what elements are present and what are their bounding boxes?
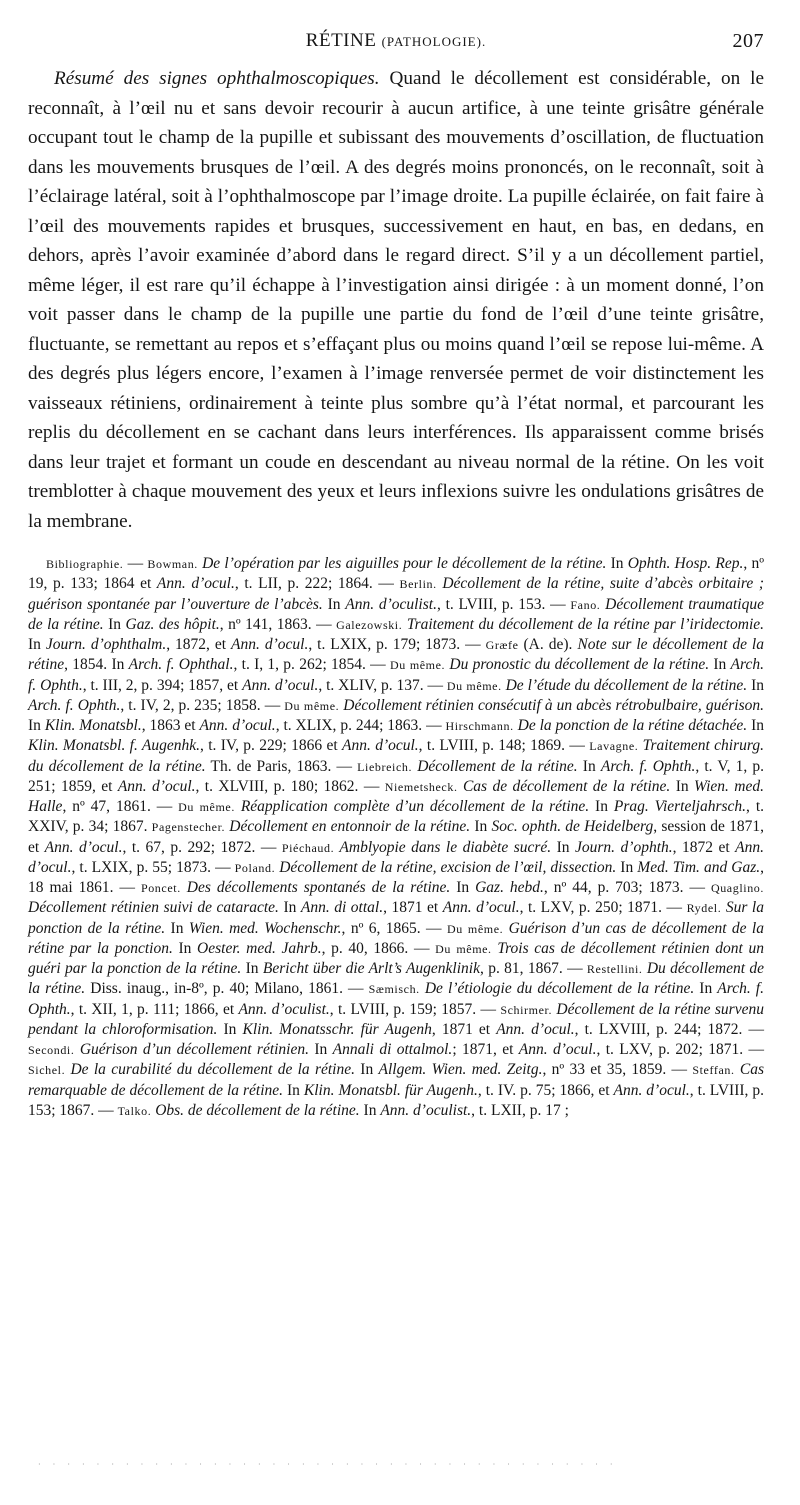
citation-text: , t. III, 2, p. 394; 1857, et: [82, 676, 243, 694]
citation-text: ; 1871, et: [452, 1041, 519, 1058]
citation-text: , t. LVIII, p. 148; 1869. —: [418, 737, 590, 755]
citation-text: , 1871 et: [431, 1020, 497, 1038]
work-title: Journ. d’ophth.: [575, 838, 673, 856]
work-title: Ann. d’ocul.: [156, 575, 235, 593]
citation-text: , t. XXIV, p. 34; 1867.: [28, 798, 765, 836]
author-name: Du même.: [446, 678, 502, 693]
citation-text: In: [103, 615, 126, 633]
citation-text: , p. 81, 1867. —: [479, 960, 587, 977]
work-title: De l’étude du décollement de la rétine.: [501, 676, 748, 694]
citation-text: In: [450, 879, 476, 896]
work-title: Cas remarquable de décollement de la rétine.: [28, 1061, 765, 1099]
citation-text: , t. LVIII, p. 153. —: [436, 595, 571, 613]
work-title: Annali di ottalmol.: [332, 1041, 453, 1058]
author-name: Piéchaud.: [281, 840, 335, 855]
citation-text: , t. IV, 2, p. 235; 1858. —: [120, 696, 285, 714]
author-name: Restellini.: [586, 962, 643, 976]
work-title: De la curabilité du décollement de la rétine.: [65, 1061, 355, 1079]
author-name: Talko.: [117, 1103, 152, 1118]
work-title: Traitement chirurg. du décollement de la rétine.: [28, 737, 764, 775]
bibliography-paragraph: [28, 554, 764, 1121]
work-title: Ann. d’ocul.: [199, 717, 276, 734]
citation-text: , 1871 et: [383, 899, 443, 917]
work-title: De l’opération par les aiguilles pour le décollement de la rétine.: [197, 555, 607, 572]
author-name: Du même.: [389, 658, 446, 673]
author-name: Poncet.: [140, 881, 181, 895]
citation-text: , t. XLIX, p. 244; 1863. —: [275, 717, 446, 734]
author-name: Secondi.: [28, 1043, 75, 1057]
citation-text: Diss. inaug., in-8º, p. 40; Milano, 1861. —: [85, 980, 369, 998]
author-name: Quaglino.: [710, 881, 764, 895]
author-name: Pagenstecher.: [151, 820, 226, 835]
work-title: De l’étiologie du décollement de la rétine.: [419, 980, 695, 998]
citation-text: In: [241, 960, 263, 977]
citation-text: In: [747, 676, 764, 694]
author-name: Du même.: [284, 698, 340, 713]
work-title: Ann. d’oculist.: [380, 1101, 472, 1119]
citation-text: , nº 19, p. 133; 1864 et: [28, 555, 765, 593]
author-name: Sæmisch.: [368, 982, 420, 997]
citation-text: , t. V, 1, p. 251; 1859, et: [28, 757, 764, 795]
author-name: Du même.: [178, 800, 235, 814]
work-title: Ann. d’ocul.: [518, 1041, 597, 1058]
citation-text: , nº 47, 1861. —: [62, 798, 179, 815]
running-title: RÉTINE: [305, 30, 377, 51]
work-title: Arch. f. Ophthal.: [128, 656, 234, 674]
citation-text: , session de 1871, et: [28, 818, 764, 856]
work-title: Wien. med. Wochenschr.: [188, 919, 342, 937]
citation-text: In: [322, 595, 346, 613]
work-title: Journ. d’ophthalm.: [45, 636, 167, 653]
citation-text: , t. XII, 1, p. 111; 1866, et: [70, 1000, 239, 1018]
citation-text: In: [747, 717, 764, 734]
work-title: Klin. Monatsschr. für Augenh: [242, 1020, 432, 1038]
work-title: Ann. d’ocul.: [117, 777, 196, 795]
work-title: Ann. d’ocul.: [44, 838, 123, 856]
author-name: Lavagne.: [589, 739, 639, 754]
citation-text: , t. XLIV, p. 137. —: [318, 676, 447, 694]
work-title: Klin. Monatsbl.: [44, 717, 142, 734]
work-title: Décollement en entonnoir de la rétine.: [225, 818, 471, 836]
citation-text: In: [165, 919, 189, 937]
work-title: Ann. d’ocul.: [242, 676, 319, 694]
work-title: Ann. d’ocul.: [496, 1020, 575, 1038]
citation-text: In: [355, 1061, 379, 1079]
citation-text: In: [577, 757, 601, 775]
work-title: Amblyopie dans le diabète sucré.: [334, 838, 552, 856]
author-name: Galezowski.: [336, 617, 403, 632]
citation-text: In: [616, 858, 638, 876]
work-title: Bericht über die Arlt’s Augenklinik: [262, 960, 480, 977]
citation-text: —: [127, 555, 148, 572]
citation-text: , nº 6, 1865. —: [341, 919, 447, 937]
work-title: Cas de décollement de la rétine.: [457, 777, 671, 795]
work-title: Allgem. Wien. med. Zeitg.: [378, 1061, 543, 1079]
citation-text: , 1872 et: [672, 838, 736, 856]
work-title: Arch. f. Ophth.: [28, 656, 764, 694]
citation-text: , nº 141, 1863. —: [219, 615, 337, 633]
citation-text: In: [670, 777, 695, 795]
author-name: Du même.: [446, 921, 504, 936]
work-title: Wien. med. Halle: [28, 777, 764, 815]
author-name: Sichel.: [28, 1063, 66, 1078]
citation-text: , 1872, et: [166, 636, 232, 653]
author-name: Schirmer.: [500, 1002, 553, 1017]
citation-text: , 18 mai 1861. —: [28, 858, 764, 896]
author-name: Steffan.: [692, 1063, 735, 1078]
work-title: Ann. d’ocul.: [442, 899, 520, 917]
citation-text: In: [217, 1020, 243, 1038]
work-title: Décollement rétinien consécutif à un abcès rétrobulbaire, guérison.: [339, 696, 764, 714]
citation-text: , t. LXV, p. 250; 1871. —: [519, 899, 687, 917]
author-name: Græfe: [485, 638, 519, 652]
work-title: Arch. f. Ophth.: [600, 757, 696, 775]
citation-text: , t. LXII, p. 17 ;: [471, 1101, 569, 1119]
work-title: Décollement traumatique de la rétine.: [28, 595, 764, 633]
work-title: Arch. f. Ophth.: [28, 696, 121, 714]
work-title: Ann. d’ocul.: [28, 838, 764, 876]
citation-text: In: [709, 656, 731, 674]
work-title: Sur la ponction de la rétine.: [28, 899, 764, 937]
work-title: Décollement de la rétine, suite d’abcès orbitaire ; guérison spontanée par l’ouverture de l’abcès.: [28, 575, 764, 613]
section-subheading: Résumé des signes ophthalmoscopiques.: [54, 68, 380, 89]
work-title: Ann. d’oculist.: [238, 1000, 330, 1018]
work-title: Traitement du décollement de la rétine par l’iridectomie.: [402, 615, 765, 633]
work-title: Arch. f. Ophth.: [28, 980, 764, 1018]
body-text: Quand le décollement est considérable, on le reconnaît, à l’œil nu et sans devoir recourir à aucun artifice, à une teinte grisâtre générale occupant tout le champ de la pupille et subissant des mouvements d’oscillation, de fluctuation dans les mouvements brusques de l’œil. A des degrés moins prononcés, on le reconnaît, soit à l’éclairage latéral, soit à l’ophthalmoscope par l’image droite. La pupille éclairée, on fait faire à l’œil des mouvements rapides et brusques, successivement en haut, en bas, en dedans, en dehors, après l’avoir examinée d’abord dans le regard direct. S’il y a un décollement partiel, même léger, il est rare qu’il échappe à l’investigation ainsi dirigée : à un moment donné, l’on voit passer dans le champ de la pupille une partie du fond de l’œil d’une teinte grisâtre, fluctuante, se remettant au repos et s’effaçant plus ou moins quand l’œil se repose lui-même. A des degrés plus légers encore, l’examen à l’image renversée permet de voir distinctement les vaisseaux rétiniens, ordinairement à teinte plus sombre qu’à l’état normal, et parcourant les replis du décollement en se cachant dans leurs interférences. Ils apparaissent comme brisés dans leur trajet et formant un coude en descendant au niveau normal de la rétine. On les voit tremblotter à chaque mouvement des yeux et leurs inflexions suivre les ondulations grisâtres de la membrane.: [28, 68, 764, 532]
work-title: Note sur le décollement de la rétine: [28, 636, 764, 674]
work-title: Soc. ophth. de Heidelberg: [491, 818, 654, 836]
document-page: [28, 30, 764, 1137]
work-title: Ann. d’ocul.: [613, 1081, 690, 1099]
citation-text: In: [28, 717, 45, 734]
citation-text: , 1854. In: [64, 656, 129, 674]
citation-text: , nº 44, p. 703; 1873. —: [543, 879, 711, 896]
author-name: Liebreich.: [357, 759, 413, 774]
citation-text: In: [309, 1041, 333, 1058]
work-title: Klin. Monatsbl. f. Augenhk.: [28, 737, 201, 755]
work-title: Guérison d’un décollement rétinien.: [74, 1041, 309, 1058]
author-name: Rydel.: [686, 901, 722, 916]
citation-text: In: [278, 899, 301, 917]
body-paragraph: [28, 64, 764, 536]
citation-text: , t. LVIII, p. 153; 1867. —: [28, 1081, 764, 1119]
work-title: Prag. Vierteljahrsch.: [613, 798, 747, 815]
citation-text: , t. IV. p. 75; 1866, et: [477, 1081, 614, 1099]
work-title: Ann. d’ocul.: [231, 636, 309, 653]
citation-text: , t. LII, p. 222; 1864. —: [234, 575, 400, 593]
author-name: Hirschmann.: [445, 719, 514, 733]
author-name: Niemetsheck.: [384, 779, 458, 794]
citation-text: , p. 40, 1866. —: [321, 939, 436, 957]
running-subtitle: (PATHOLOGIE).: [381, 34, 487, 49]
work-title: Oester. med. Jahrb.: [197, 939, 322, 957]
citation-text: , t. XLVIII, p. 180; 1862. —: [195, 777, 385, 795]
citation-text: , nº 33 et 35, 1859. —: [542, 1061, 693, 1079]
citation-text: In: [359, 1101, 381, 1119]
citation-text: In: [283, 1081, 304, 1099]
citation-text: , t. LXIX, p. 179; 1873. —: [308, 636, 486, 653]
citation-text: Th. de Paris, 1863. —: [205, 757, 358, 775]
citation-text: In: [606, 555, 628, 572]
work-title: Ann. d’oculist.: [345, 595, 437, 613]
citation-text: In: [470, 818, 492, 836]
citation-text: , 1863 et: [141, 717, 200, 734]
work-title: Obs. de décollement de la rétine.: [151, 1101, 360, 1119]
bibliography-label: Bibliographie.: [46, 557, 124, 571]
work-title: Ann. di ottal.: [300, 899, 384, 917]
work-title: Ophth. Hosp. Rep.: [627, 555, 744, 572]
citation-text: , t. LXV, p. 202; 1871. —: [596, 1041, 764, 1058]
citation-text: In: [589, 798, 614, 815]
work-title: Décollement rétinien suivi de cataracte.: [28, 899, 279, 917]
running-header: [28, 30, 764, 60]
author-name: Bowman.: [147, 557, 198, 571]
work-title: Guérison d’un cas de décollement de la rétine par la ponction.: [28, 919, 764, 957]
citation-text: (A. de).: [518, 636, 573, 653]
author-name: Du même.: [435, 941, 492, 956]
citation-text: In: [172, 939, 198, 957]
page-number: 207: [732, 30, 764, 52]
work-title: Décollement de la rétine survenu pendant la chloroformisation.: [28, 1000, 764, 1038]
work-title: Trois cas de décollement rétinien dont un guéri par la ponction de la rétine.: [28, 939, 764, 977]
citation-text: , t. LXVIII, p. 244; 1872. —: [574, 1020, 764, 1038]
work-title: Klin. Monatsbl. für Augenh.: [303, 1081, 478, 1099]
citation-text: , t. 67, p. 292; 1872. —: [122, 838, 282, 856]
citation-text: , t. I, 1, p. 262; 1854. —: [233, 656, 390, 674]
citation-text: In: [28, 636, 46, 653]
citation-text: , t. IV, p. 229; 1866 et: [200, 737, 343, 755]
author-name: Berlin.: [399, 577, 437, 592]
work-title: Ann. d’ocul.: [342, 737, 419, 755]
author-name: Poland.: [234, 860, 276, 875]
work-title: Gaz. hebd.: [475, 879, 544, 896]
work-title: Réapplication complète d’un décollement de la rétine.: [234, 798, 590, 815]
citation-text: In: [694, 980, 718, 998]
citation-text: In: [551, 838, 576, 856]
citation-text: , t. LVIII, p. 159; 1857. —: [329, 1000, 501, 1018]
author-name: Fano.: [570, 597, 601, 612]
work-title: Décollement de la rétine, excision de l’œil, dissection.: [275, 858, 617, 876]
cropped-line-fragments: · · · · · · · · · · · · · · · · · · · · · · · · · · · · · · · · · · · · · · · ·: [38, 1462, 618, 1468]
work-title: Du pronostic du décollement de la rétine.: [445, 656, 710, 674]
work-title: Des décollements spontanés de la rétine.: [180, 879, 451, 896]
citation-text: , t. LXIX, p. 55; 1873. —: [71, 858, 235, 876]
work-title: Gaz. des hôpit.: [125, 615, 220, 633]
work-title: Med. Tim. and Gaz.: [637, 858, 761, 876]
work-title: De la ponction de la rétine détachée.: [513, 717, 748, 734]
work-title: Du décollement de la rétine.: [28, 960, 764, 998]
work-title: Décollement de la rétine.: [412, 757, 578, 775]
